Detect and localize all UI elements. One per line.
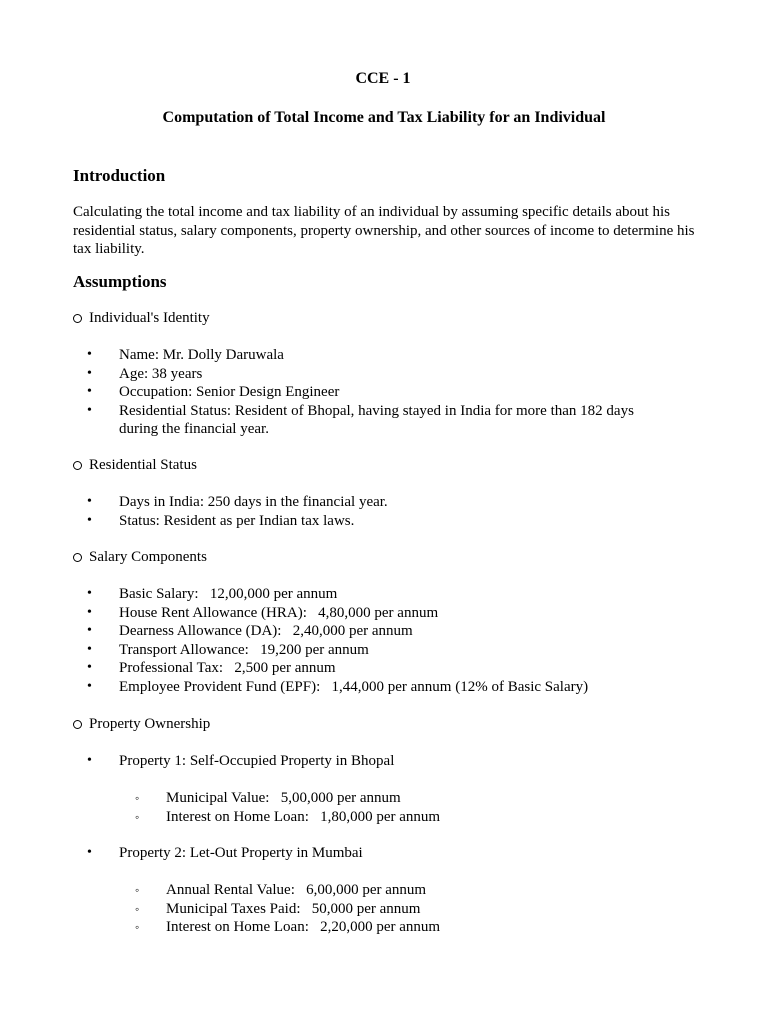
list-item (73, 346, 679, 365)
list-item (73, 402, 664, 439)
identity-section-heading (73, 309, 210, 327)
residential-heading-label: Residential Status (89, 456, 197, 473)
list-item-text: Dearness Allowance (DA): 2,40,000 per annum (119, 623, 413, 639)
sub-list-item-text: Municipal Value: 5,00,000 per annum (166, 790, 401, 806)
identity-list (73, 346, 679, 439)
bullet-icon: • (87, 660, 92, 675)
list-item (73, 622, 679, 641)
list-item-text: Residential Status: Resident of Bhopal, having stayed in India for more than 182 days during the financial year. (119, 402, 634, 437)
property1-label: Property 1: Self-Occupied Property in Bhopal (119, 753, 395, 769)
property-section-heading (73, 715, 210, 733)
list-item (73, 512, 679, 531)
bullet-icon: • (87, 586, 92, 601)
residential-list (73, 493, 679, 530)
list-item-text: Age: 38 years (119, 365, 203, 382)
assumptions-heading: Assumptions (73, 272, 167, 291)
salary-list (73, 585, 679, 696)
sub-list-item (73, 789, 726, 808)
property2-list (73, 844, 679, 863)
circle-bullet-icon (73, 553, 82, 562)
hollow-bullet-icon: ◦ (135, 901, 140, 916)
circle-bullet-icon (73, 720, 82, 729)
bullet-icon: • (87, 678, 92, 694)
list-item-text: Professional Tax: 2,500 per annum (119, 660, 336, 676)
identity-heading-label: Individual's Identity (89, 309, 210, 326)
list-item-text: House Rent Allowance (HRA): 4,80,000 per annum (119, 604, 439, 621)
property2-label: Property 2: Let-Out Property in Mumbai (119, 845, 363, 861)
bullet-icon: • (87, 494, 92, 509)
document-subtitle: Computation of Total Income and Tax Liability for an Individual (162, 109, 606, 126)
list-item-text: Employee Provident Fund (EPF): 1,44,000 per annum (12% of Basic Salary) (119, 678, 589, 695)
sub-list-item (73, 808, 726, 827)
bullet-icon: • (87, 845, 92, 860)
list-item-text: Transport Allowance: 19,200 per annum (119, 641, 369, 658)
bullet-icon: • (87, 347, 92, 362)
list-item-text: Days in India: 250 days in the financial year. (119, 494, 388, 510)
property-heading-label: Property Ownership (89, 715, 211, 732)
salary-section-heading (73, 548, 207, 566)
list-item (73, 365, 679, 384)
hollow-bullet-icon: ◦ (135, 791, 140, 805)
circle-bullet-icon (73, 461, 82, 470)
sub-list-item (73, 881, 726, 900)
list-item (73, 844, 679, 863)
hollow-bullet-icon: ◦ (135, 920, 140, 934)
list-item-text: Status: Resident as per Indian tax laws. (119, 512, 355, 529)
introduction-heading: Introduction (73, 166, 166, 185)
introduction-paragraph: Calculating the total income and tax liability of an individual by assuming specific details about his residential status, salary components, property ownership, and other sources of income to determine his tax liability. (73, 204, 695, 257)
property1-list (73, 752, 679, 771)
bullet-icon: • (87, 623, 92, 638)
sub-list-item-text: Interest on Home Loan: 1,80,000 per annum (166, 808, 441, 825)
sub-list-item (73, 900, 726, 919)
list-item-text: Occupation: Senior Design Engineer (119, 384, 340, 400)
bullet-icon: • (87, 641, 92, 657)
hollow-bullet-icon: ◦ (135, 883, 140, 897)
list-item (73, 752, 679, 771)
sub-list-item-text: Annual Rental Value: 6,00,000 per annum (166, 882, 427, 898)
residential-section-heading (73, 456, 197, 474)
list-item (73, 493, 679, 512)
property1-details (73, 789, 726, 826)
bullet-icon: • (87, 753, 92, 768)
bullet-icon: • (87, 384, 92, 399)
list-item (73, 678, 679, 697)
list-item (73, 659, 679, 678)
sub-list-item-text: Interest on Home Loan: 2,20,000 per annum (166, 919, 441, 935)
bullet-icon: • (87, 365, 92, 381)
bullet-icon: • (87, 512, 92, 528)
sub-list-item (73, 918, 726, 937)
list-item (73, 604, 679, 623)
salary-heading-label: Salary Components (89, 548, 207, 565)
document-title: CCE - 1 (355, 70, 411, 87)
list-item (73, 383, 679, 402)
list-item (73, 641, 679, 660)
property2-details (73, 881, 726, 937)
list-item (73, 585, 679, 604)
list-item-text: Basic Salary: 12,00,000 per annum (119, 586, 338, 602)
circle-bullet-icon (73, 314, 82, 323)
bullet-icon: • (87, 402, 92, 418)
list-item-text: Name: Mr. Dolly Daruwala (119, 347, 284, 363)
hollow-bullet-icon: ◦ (135, 809, 140, 824)
bullet-icon: • (87, 604, 92, 620)
sub-list-item-text: Municipal Taxes Paid: 50,000 per annum (166, 900, 421, 917)
